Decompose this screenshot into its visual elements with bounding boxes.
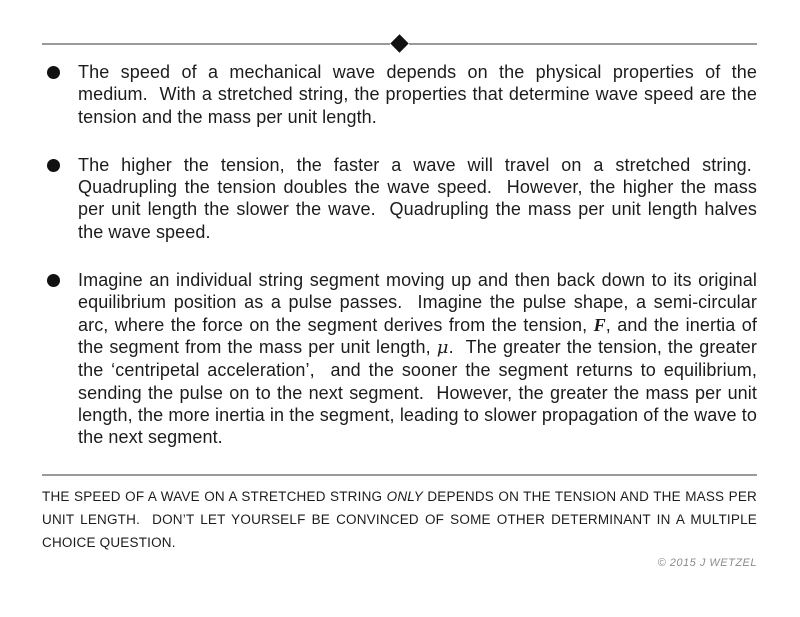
footer-text-part: THE SPEED OF A WAVE ON A STRETCHED STRING [42, 489, 387, 505]
bullet-text-part: Imagine an individual string segment moving up and then back down to its original equilibrium position as a pulse passes. Imagine the pulse shape, a semi-circular arc, where the force on the segment derives from the tension, [78, 270, 757, 335]
bullet-item-segment [47, 269, 757, 448]
tension-force-symbol: F [593, 314, 606, 335]
bullet-dot-icon [47, 66, 60, 79]
footer-divider [42, 474, 757, 476]
bullet-text-part: , and the inertia of the segment from the mass per unit length, [78, 314, 757, 357]
header-rule-left [42, 43, 390, 45]
footer-only-emphasis: ONLY [386, 489, 423, 505]
diamond-icon [390, 34, 408, 52]
copyright-notice: © 2015 J WETZEL [657, 557, 757, 570]
header-rule-right [409, 43, 757, 45]
bullet-text-part: . The greater the tension, the greater the ‘centripetal acceleration’, and the sooner the segment returns to equilibrium, sending the pulse on to the next segment. However, the greater the mass per unit length, the more inertia in the segment, leading to slower propagation of the wave to the next segment. [78, 336, 757, 448]
bullet-item-wave-speed [47, 61, 757, 128]
bullet-item-tension [47, 154, 757, 243]
bullet-text: The higher the tension, the faster a wave will travel on a stretched string. Quadrupling the tension doubles the wave speed. However, the higher the mass per unit length the slower the wave. Quadrupling the mass per unit length halves the wave speed. [78, 154, 757, 242]
bullet-list [42, 61, 757, 448]
footer-text-part: DEPENDS ON THE TENSION AND THE MASS PER UNIT LENGTH. DON’T LET YOURSELF BE CONVINCED OF SOME OTHER DETERMINANT IN A MULTIPLE CHOICE QUESTION. [42, 489, 757, 551]
footer-summary-note [42, 485, 757, 554]
mu-symbol: μ [436, 336, 449, 358]
header-divider [42, 34, 757, 53]
bullet-dot-icon [47, 159, 60, 172]
bullet-text: The speed of a mechanical wave depends on the physical properties of the medium. With a stretched string, the properties that determine wave speed are the tension and the mass per unit length. [78, 62, 757, 127]
bullet-text [78, 269, 757, 448]
bullet-dot-icon [47, 274, 60, 287]
